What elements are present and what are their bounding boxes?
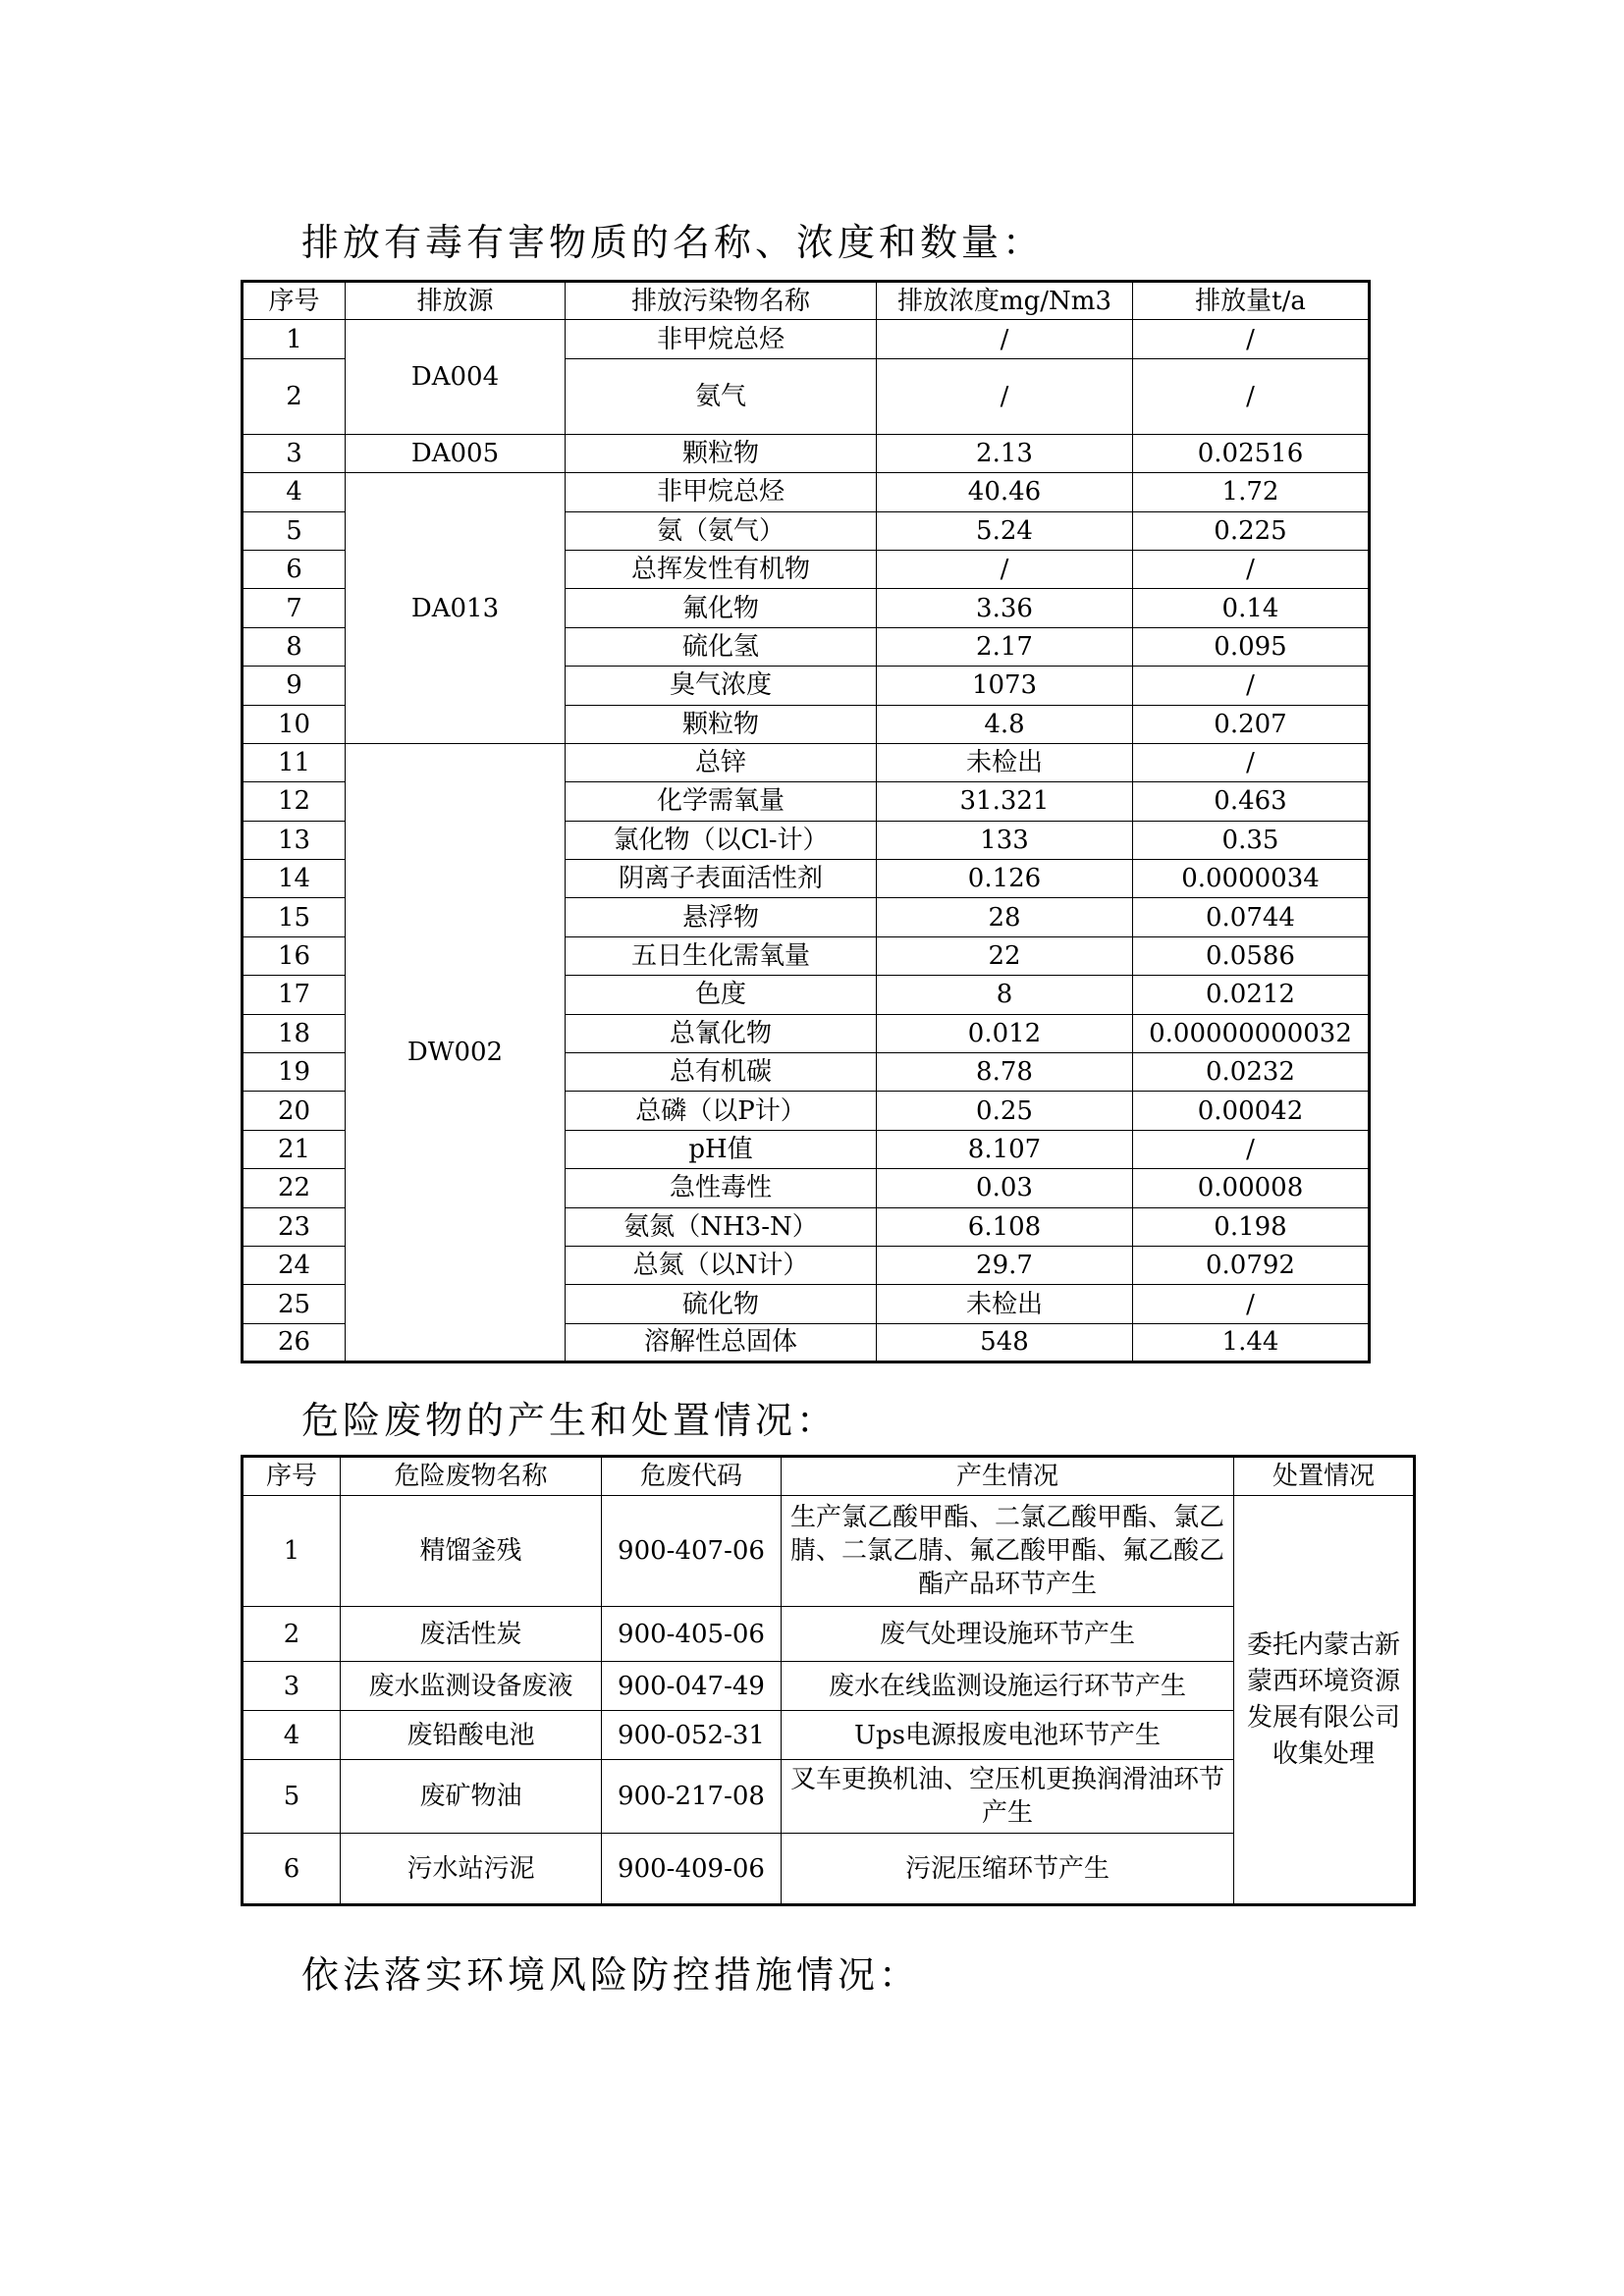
row-number: 17	[243, 976, 346, 1014]
waste-code: 900-409-06	[602, 1834, 782, 1905]
emission-concentration: 未检出	[877, 743, 1133, 781]
pollutant-name: 颗粒物	[566, 434, 877, 472]
waste-code: 900-407-06	[602, 1496, 782, 1607]
emission-concentration: 3.36	[877, 589, 1133, 627]
emission-concentration: 2.13	[877, 434, 1133, 472]
row-number: 21	[243, 1130, 346, 1168]
waste-name: 污水站污泥	[341, 1834, 602, 1905]
emission-concentration: 28	[877, 898, 1133, 936]
emission-concentration: 8.107	[877, 1130, 1133, 1168]
emission-amount: 0.225	[1133, 511, 1370, 550]
waste-generation: 废气处理设施环节产生	[782, 1607, 1234, 1662]
waste-name: 精馏釜残	[341, 1496, 602, 1607]
emission-concentration: 31.321	[877, 782, 1133, 821]
row-number: 14	[243, 860, 346, 898]
emission-amount: /	[1133, 743, 1370, 781]
emission-amount: 1.72	[1133, 473, 1370, 511]
pollutant-name: 溶解性总固体	[566, 1323, 877, 1362]
emission-concentration: 8	[877, 976, 1133, 1014]
emission-concentration: 5.24	[877, 511, 1133, 550]
emission-amount: 0.35	[1133, 821, 1370, 859]
pollutant-name: 总锌	[566, 743, 877, 781]
row-number: 26	[243, 1323, 346, 1362]
emission-concentration: 6.108	[877, 1207, 1133, 1246]
row-number: 6	[243, 550, 346, 588]
emission-amount: /	[1133, 358, 1370, 434]
row-number: 7	[243, 589, 346, 627]
row-number: 2	[243, 358, 346, 434]
pollutant-name: 氯化物（以Cl-计）	[566, 821, 877, 859]
emissions-header-row	[243, 282, 1370, 320]
pollutant-name: 总挥发性有机物	[566, 550, 877, 588]
row-number: 10	[243, 705, 346, 743]
row-number: 4	[243, 1711, 341, 1760]
emissions-row	[243, 473, 1370, 511]
emission-concentration: 133	[877, 821, 1133, 859]
hazardous-header-cell: 序号	[243, 1457, 341, 1496]
pollutant-name: 颗粒物	[566, 705, 877, 743]
emission-amount: 0.14	[1133, 589, 1370, 627]
emission-amount: /	[1133, 1130, 1370, 1168]
waste-name: 废铅酸电池	[341, 1711, 602, 1760]
pollutant-name: pH值	[566, 1130, 877, 1168]
emission-concentration: /	[877, 320, 1133, 358]
emissions-header-cell: 序号	[243, 282, 346, 320]
waste-name: 废水监测设备废液	[341, 1662, 602, 1711]
emissions-row	[243, 320, 1370, 358]
emission-amount: 0.0586	[1133, 936, 1370, 975]
waste-code: 900-052-31	[602, 1711, 782, 1760]
waste-name: 废矿物油	[341, 1760, 602, 1834]
hazardous-header-cell: 危废代码	[602, 1457, 782, 1496]
emissions-header-cell: 排放量t/a	[1133, 282, 1370, 320]
waste-generation: 污泥压缩环节产生	[782, 1834, 1234, 1905]
waste-code: 900-405-06	[602, 1607, 782, 1662]
heading-hazardous-waste: 危险废物的产生和处置情况：	[301, 1399, 839, 1442]
row-number: 16	[243, 936, 346, 975]
row-number: 13	[243, 821, 346, 859]
pollutant-name: 非甲烷总烃	[566, 473, 877, 511]
emission-concentration: 0.03	[877, 1169, 1133, 1207]
emission-source: DA013	[346, 473, 566, 744]
pollutant-name: 急性毒性	[566, 1169, 877, 1207]
row-number: 9	[243, 667, 346, 705]
row-number: 20	[243, 1092, 346, 1130]
waste-code: 900-047-49	[602, 1662, 782, 1711]
waste-disposal: 委托内蒙古新蒙西环境资源发展有限公司收集处理	[1234, 1496, 1415, 1905]
emission-amount: 0.095	[1133, 627, 1370, 666]
row-number: 22	[243, 1169, 346, 1207]
row-number: 3	[243, 1662, 341, 1711]
pollutant-name: 氨氮（NH3-N）	[566, 1207, 877, 1246]
waste-generation: 生产氯乙酸甲酯、二氯乙酸甲酯、氯乙腈、二氯乙腈、氟乙酸甲酯、氟乙酸乙酯产品环节产生	[782, 1496, 1234, 1607]
pollutant-name: 色度	[566, 976, 877, 1014]
emission-concentration: 29.7	[877, 1246, 1133, 1284]
emission-amount: 0.0792	[1133, 1246, 1370, 1284]
emission-amount: 1.44	[1133, 1323, 1370, 1362]
waste-generation: 废水在线监测设施运行环节产生	[782, 1662, 1234, 1711]
hazardous-header-cell: 产生情况	[782, 1457, 1234, 1496]
emission-concentration: 1073	[877, 667, 1133, 705]
row-number: 24	[243, 1246, 346, 1284]
emission-source: DA005	[346, 434, 566, 472]
pollutant-name: 总磷（以P计）	[566, 1092, 877, 1130]
row-number: 8	[243, 627, 346, 666]
emission-concentration: 8.78	[877, 1053, 1133, 1092]
emission-amount: 0.0000034	[1133, 860, 1370, 898]
pollutant-name: 硫化物	[566, 1285, 877, 1323]
emission-concentration: 0.126	[877, 860, 1133, 898]
row-number: 18	[243, 1014, 346, 1052]
hazardous-waste-table	[241, 1455, 1416, 1906]
pollutant-name: 氟化物	[566, 589, 877, 627]
waste-generation: 叉车更换机油、空压机更换润滑油环节产生	[782, 1760, 1234, 1834]
emissions-header-cell: 排放污染物名称	[566, 282, 877, 320]
emission-amount: 0.00000000032	[1133, 1014, 1370, 1052]
pollutant-name: 氨气	[566, 358, 877, 434]
emission-concentration: 未检出	[877, 1285, 1133, 1323]
emission-amount: 0.0232	[1133, 1053, 1370, 1092]
emission-source: DA004	[346, 320, 566, 434]
emission-amount: 0.00042	[1133, 1092, 1370, 1130]
pollutant-name: 阴离子表面活性剂	[566, 860, 877, 898]
emission-concentration: /	[877, 358, 1133, 434]
pollutant-name: 悬浮物	[566, 898, 877, 936]
heading-risk-control: 依法落实环境风险防控措施情况：	[301, 1953, 921, 1997]
emission-amount: /	[1133, 1285, 1370, 1323]
emissions-header-cell: 排放浓度mg/Nm3	[877, 282, 1133, 320]
emission-concentration: 4.8	[877, 705, 1133, 743]
emission-concentration: 2.17	[877, 627, 1133, 666]
pollutant-name: 总有机碳	[566, 1053, 877, 1092]
row-number: 1	[243, 1496, 341, 1607]
emission-concentration: 40.46	[877, 473, 1133, 511]
emission-amount: /	[1133, 550, 1370, 588]
hazardous-row	[243, 1496, 1415, 1607]
emission-source: DW002	[346, 743, 566, 1362]
pollutant-name: 硫化氢	[566, 627, 877, 666]
heading-toxic-emissions: 排放有毒有害物质的名称、浓度和数量：	[301, 221, 1045, 264]
row-number: 12	[243, 782, 346, 821]
emission-concentration: 22	[877, 936, 1133, 975]
emission-amount: 0.198	[1133, 1207, 1370, 1246]
pollutant-name: 氨（氨气）	[566, 511, 877, 550]
emission-amount: 0.207	[1133, 705, 1370, 743]
pollutant-name: 化学需氧量	[566, 782, 877, 821]
row-number: 19	[243, 1053, 346, 1092]
emission-concentration: 0.012	[877, 1014, 1133, 1052]
row-number: 6	[243, 1834, 341, 1905]
emission-amount: 0.0212	[1133, 976, 1370, 1014]
emission-concentration: 0.25	[877, 1092, 1133, 1130]
hazardous-header-cell: 危险废物名称	[341, 1457, 602, 1496]
waste-code: 900-217-08	[602, 1760, 782, 1834]
hazardous-header-cell: 处置情况	[1234, 1457, 1415, 1496]
emissions-row	[243, 743, 1370, 781]
row-number: 5	[243, 1760, 341, 1834]
row-number: 23	[243, 1207, 346, 1246]
row-number: 5	[243, 511, 346, 550]
row-number: 2	[243, 1607, 341, 1662]
row-number: 15	[243, 898, 346, 936]
row-number: 3	[243, 434, 346, 472]
pollutant-name: 非甲烷总烃	[566, 320, 877, 358]
pollutant-name: 五日生化需氧量	[566, 936, 877, 975]
emission-amount: 0.00008	[1133, 1169, 1370, 1207]
pollutant-name: 总氮（以N计）	[566, 1246, 877, 1284]
hazardous-header-row	[243, 1457, 1415, 1496]
waste-name: 废活性炭	[341, 1607, 602, 1662]
emission-amount: /	[1133, 667, 1370, 705]
pollutant-name: 臭气浓度	[566, 667, 877, 705]
row-number: 11	[243, 743, 346, 781]
emission-amount: 0.02516	[1133, 434, 1370, 472]
waste-generation: Ups电源报废电池环节产生	[782, 1711, 1234, 1760]
emission-amount: /	[1133, 320, 1370, 358]
row-number: 4	[243, 473, 346, 511]
row-number: 1	[243, 320, 346, 358]
emissions-table	[241, 280, 1371, 1363]
emission-amount: 0.0744	[1133, 898, 1370, 936]
row-number: 25	[243, 1285, 346, 1323]
emissions-header-cell: 排放源	[346, 282, 566, 320]
emission-concentration: /	[877, 550, 1133, 588]
emission-amount: 0.463	[1133, 782, 1370, 821]
emissions-row	[243, 434, 1370, 472]
emission-concentration: 548	[877, 1323, 1133, 1362]
pollutant-name: 总氰化物	[566, 1014, 877, 1052]
